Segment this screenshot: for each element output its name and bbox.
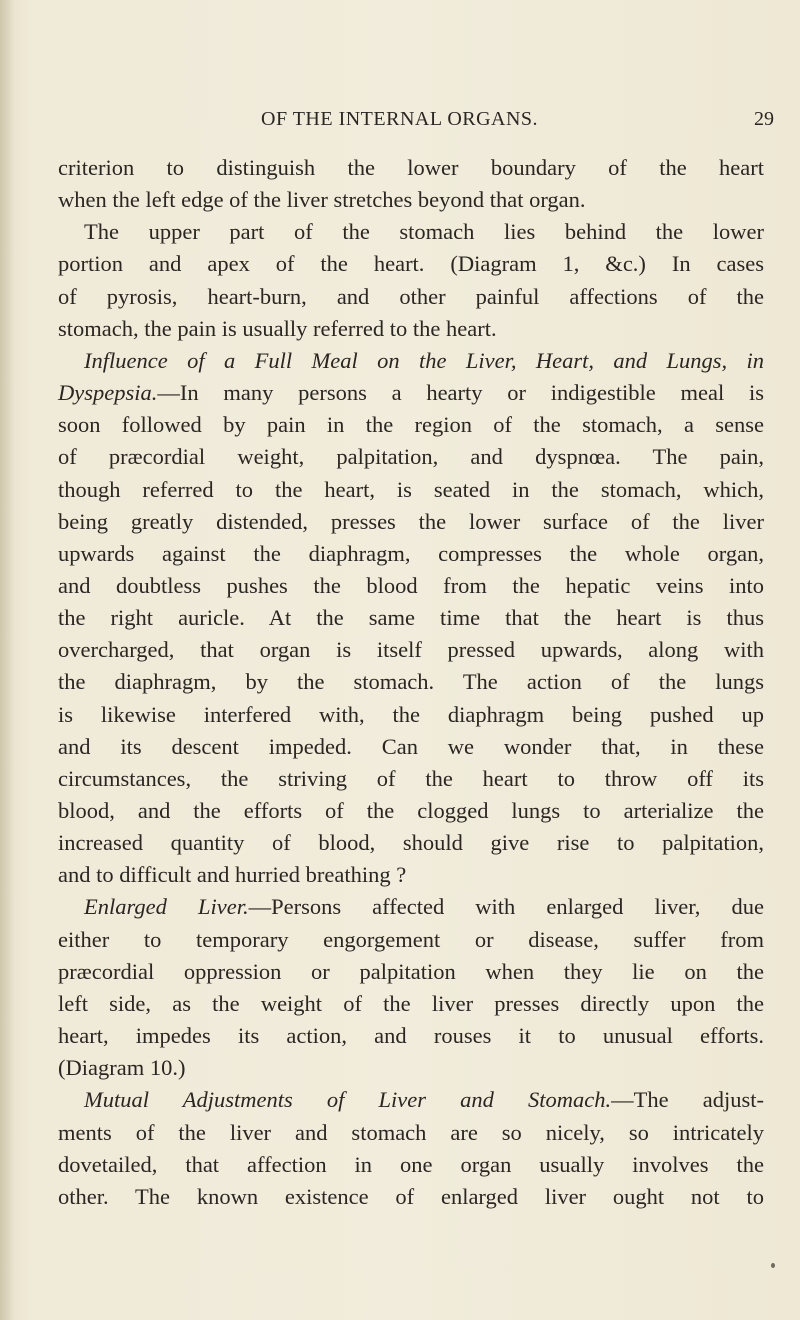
line-text: overcharged, that organ is itself pressed upwards, along with [58, 637, 764, 663]
text-line [58, 956, 764, 988]
line-text: either to temporary engorgement or disease, suffer from [58, 926, 764, 952]
text-line [58, 538, 764, 570]
text-line [58, 1181, 764, 1213]
line-text: blood, and the efforts of the clogged lungs to arterialize the [58, 798, 764, 823]
text-line [58, 699, 764, 731]
text-line [58, 152, 764, 184]
page-header [0, 108, 800, 138]
text-line [58, 763, 764, 795]
text-line [58, 666, 764, 698]
line-text: heart, impedes its action, and rouses it to unusual efforts. [58, 1023, 764, 1049]
text-line [58, 313, 764, 345]
line-text: of præcordial weight, palpitation, and dyspnœa. The pain, [58, 444, 764, 470]
line-text: portion and apex of the heart. (Diagram 1, &c.) In cases [58, 251, 764, 277]
line-text: and to difficult and hurried breathing ? [58, 862, 407, 888]
italic-heading: Enlarged Liver. [84, 894, 249, 920]
line-text: and doubtless pushes the blood from the hepatic veins into [58, 572, 764, 598]
line-text: —Persons affected with enlarged liver, due [248, 894, 764, 920]
page-number: 29 [754, 108, 774, 130]
italic-heading: Dyspepsia. [58, 380, 158, 406]
text-line [58, 281, 764, 313]
line-text: the right auricle. At the same time that the heart is thus [58, 605, 764, 631]
text-line [58, 1020, 764, 1052]
line-text: soon followed by pain in the region of the stomach, a sense [58, 412, 764, 438]
text-line [58, 184, 764, 216]
running-head: OF THE INTERNAL ORGANS. [261, 108, 539, 130]
text-line [58, 377, 764, 409]
line-text: (Diagram 10.) [58, 1055, 186, 1081]
text-line [58, 1052, 764, 1084]
line-text: though referred to the heart, is seated in the stomach, which, [58, 476, 764, 502]
text-line [58, 506, 764, 538]
text-line [58, 859, 764, 891]
text-line [58, 634, 764, 666]
line-text: other. The known existence of enlarged liver ought not to [58, 1183, 764, 1209]
line-text: being greatly distended, presses the lower surface of the liver [58, 508, 764, 534]
line-text: —The adjust- [611, 1087, 764, 1113]
italic-heading: Influence of a Full Meal on the Liver, Heart, and Lungs, in [84, 347, 764, 373]
text-line [58, 248, 764, 280]
text-line [84, 891, 764, 923]
binding-shadow [0, 0, 14, 1320]
line-text: ments of the liver and stomach are so nicely, so intricately [58, 1119, 764, 1145]
text-line [58, 441, 764, 473]
text-line [58, 731, 764, 763]
line-text: The upper part of the stomach lies behind the lower [84, 219, 764, 245]
text-line [58, 602, 764, 634]
line-text: stomach, the pain is usually referred to the heart. [58, 315, 497, 341]
line-text: of pyrosis, heart-burn, and other painful affections of the [58, 283, 764, 309]
line-text: and its descent impeded. Can we wonder that, in these [58, 733, 764, 759]
ink-speck [771, 1263, 775, 1268]
text-line [58, 795, 764, 827]
text-line [58, 409, 764, 441]
line-text: circumstances, the striving of the heart to throw off its [58, 765, 764, 791]
line-text: when the left edge of the liver stretches beyond that organ. [58, 187, 586, 213]
line-text: left side, as the weight of the liver presses directly upon the [58, 990, 764, 1016]
line-text: increased quantity of blood, should give rise to palpitation, [58, 830, 764, 856]
text-line [84, 345, 764, 377]
line-text: dovetailed, that affection in one organ usually involves the [58, 1151, 764, 1177]
text-line [58, 827, 764, 859]
italic-heading: Mutual Adjustments of Liver and Stomach. [84, 1087, 612, 1113]
text-line [58, 988, 764, 1020]
line-text: the diaphragm, by the stomach. The action of the lungs [58, 669, 764, 695]
line-text: præcordial oppression or palpitation when they lie on the [58, 958, 764, 984]
line-text: is likewise interfered with, the diaphragm being pushed up [58, 701, 764, 727]
text-line [58, 1149, 764, 1181]
text-line [84, 216, 764, 248]
line-text: upwards against the diaphragm, compresses the whole organ, [58, 540, 764, 566]
line-text: criterion to distinguish the lower boundary of the heart [58, 155, 764, 180]
text-line [58, 1117, 764, 1149]
text-line [58, 474, 764, 506]
text-line [84, 1084, 764, 1116]
text-line [58, 924, 764, 956]
text-line [58, 570, 764, 602]
line-text: —In many persons a hearty or indigestible meal is [157, 380, 764, 406]
